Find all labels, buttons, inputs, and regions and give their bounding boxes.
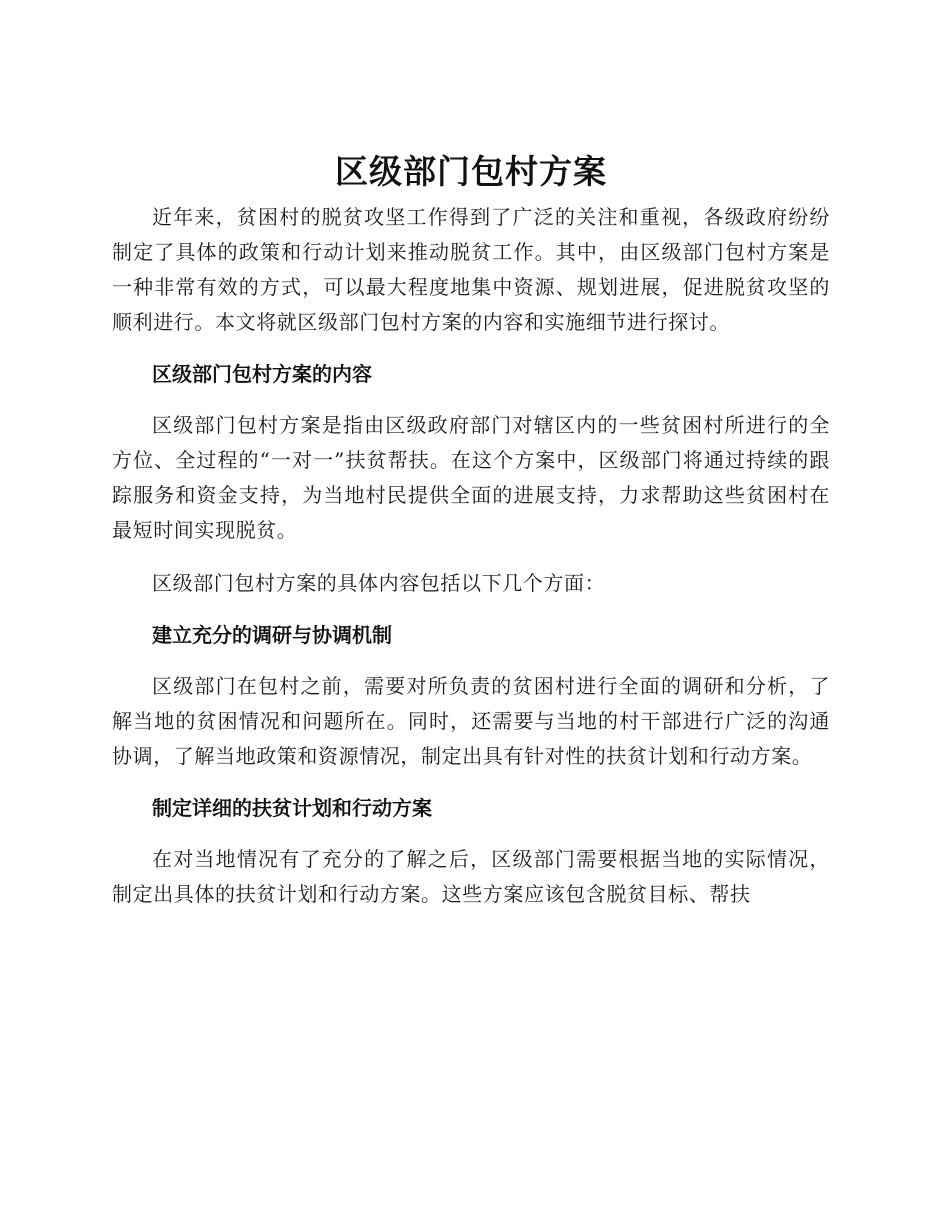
- section-heading-research-mechanism: 建立充分的调研与协调机制: [152, 623, 392, 647]
- intro-paragraph: 近年来，贫困村的脱贫攻坚工作得到了广泛的关注和重视，各级政府纷纷制定了具体的政策和行动计划来推动脱贫工作。其中，由区级部门包村方案是一种非常有效的方式，可以最大程度地集中资源、规划进展，促进脱贫攻坚的顺利进行。本文将就区级部门包村方案的内容和实施细节进行探讨。: [112, 205, 830, 334]
- section-heading-plan: 制定详细的扶贫计划和行动方案: [152, 796, 432, 820]
- document-title: 区级部门包村方案: [335, 152, 607, 191]
- plan-paragraph: 在对当地情况有了充分的了解之后，区级部门需要根据当地的实际情况，制定出具体的扶贫计划和行动方案。这些方案应该包含脱贫目标、帮扶: [112, 847, 830, 906]
- document-page: [112, 150, 830, 930]
- content-list-intro-paragraph: 区级部门包村方案的具体内容包括以下几个方面：: [152, 571, 606, 595]
- definition-paragraph: 区级部门包村方案是指由区级政府部门对辖区内的一些贫困村所进行的全方位、全过程的“一对一”扶贫帮扶。在这个方案中，区级部门将通过持续的跟踪服务和资金支持，为当地村民提供全面的进展支持，力求帮助这些贫困村在最短时间实现脱贫。: [112, 413, 830, 542]
- section-heading-content: 区级部门包村方案的内容: [152, 362, 372, 386]
- research-paragraph: 区级部门在包村之前，需要对所负责的贫困村进行全面的调研和分析，了解当地的贫困情况和问题所在。同时，还需要与当地的村干部进行广泛的沟通协调，了解当地政策和资源情况，制定出具有针对性的扶贫计划和行动方案。: [112, 674, 830, 768]
